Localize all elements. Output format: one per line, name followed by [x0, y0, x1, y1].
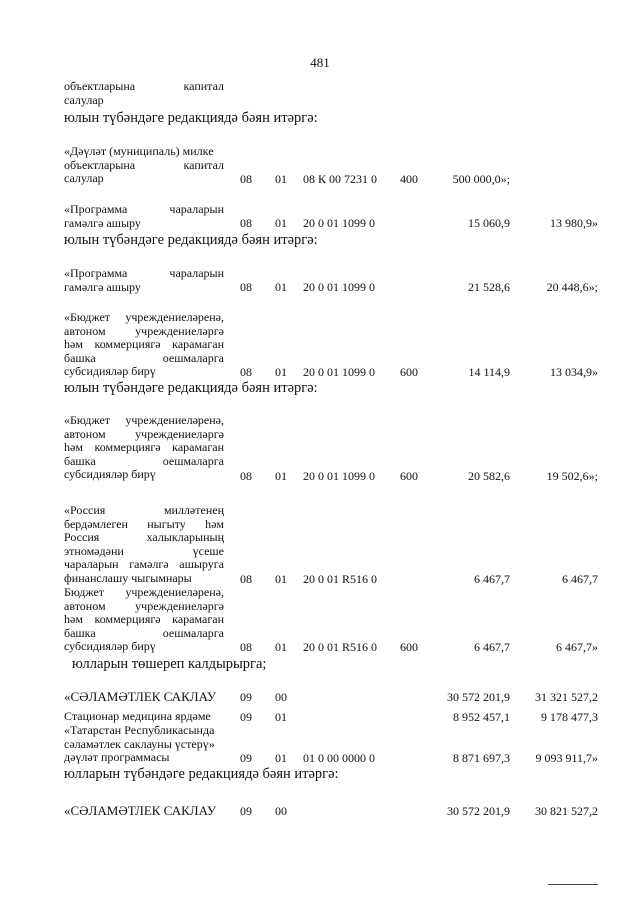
subsection-code: 01 [275, 469, 287, 483]
subsection-code: 01 [275, 365, 287, 379]
value-year-2: 6 467,7» [556, 640, 598, 654]
value-year-2: 30 821 527,2 [535, 804, 598, 818]
description-line: «Татарстан Республикасында [64, 723, 215, 737]
value-year-1: 6 467,7 [474, 572, 510, 586]
section-code: 08 [240, 216, 252, 230]
instruction-text: юлын түбәндәге редакциядә бәян итәргә: [64, 110, 318, 126]
row-description [64, 267, 224, 294]
expense-type: 400 [400, 172, 418, 186]
description-line: «Программа чараларын [64, 266, 224, 280]
subsection-code: 01 [275, 572, 287, 586]
subsection-code: 00 [275, 804, 287, 818]
row-description [64, 504, 224, 585]
description-line: автоном учреждениеләргә [64, 598, 224, 613]
row-description [64, 414, 224, 482]
description-line: гамәлгә ашыру [64, 279, 141, 294]
expense-type: 600 [400, 365, 418, 379]
target-code: 20 0 01 1099 0 [303, 469, 375, 483]
value-year-2: 6 467,7 [562, 572, 598, 586]
value-year-2: 9 178 477,3 [541, 710, 598, 724]
page-number: 481 [310, 55, 330, 70]
section-code: 08 [240, 280, 252, 294]
subsection-code: 00 [275, 690, 287, 704]
description-line: башка оешмаларга [64, 350, 224, 365]
value-year-1: 8 871 697,3 [453, 751, 510, 765]
row-description [64, 804, 244, 818]
description-line: һәм коммерциягә карамаган [64, 612, 224, 626]
row-description [64, 203, 224, 230]
value-year-2: 13 034,9» [550, 365, 598, 379]
instruction-text: юлларын төшереп калдырырга; [72, 656, 267, 672]
description-line: «Бюджет учреждениеләренә, [64, 310, 224, 324]
description-line: гамәлгә ашыру [64, 215, 141, 230]
value-year-1: 15 060,9 [468, 216, 510, 230]
section-code: 09 [240, 690, 252, 704]
expense-type: 600 [400, 469, 418, 483]
target-code: 20 0 01 R516 0 [303, 640, 378, 654]
description-line: этномәдәни үсеше [64, 543, 224, 558]
description-line: һәм коммерциягә карамаган [64, 337, 224, 351]
footer-rule [548, 884, 598, 885]
value-year-1: 14 114,9 [468, 365, 510, 379]
value-year-2: 9 093 911,7» [535, 751, 598, 765]
subsection-code: 01 [275, 216, 287, 230]
row-description [64, 710, 244, 724]
description-line: сәламәтлек саклауны үстерү» [64, 736, 215, 751]
row-description [64, 690, 244, 704]
description-line: финанслашу чыгымнары [64, 570, 192, 585]
instruction-text: юлын түбәндәге редакциядә бәян итәргә: [64, 380, 318, 396]
instruction-text: юлын түбәндәге редакциядә бәян итәргә: [64, 232, 318, 248]
description-line: «Дәүләт (муниципаль) милке [64, 144, 214, 158]
description-line: объектларына капитал [64, 157, 224, 172]
value-year-1: 20 582,6 [468, 469, 510, 483]
section-code: 09 [240, 804, 252, 818]
description-line: «Бюджет учреждениеләренә, [64, 413, 224, 427]
description-line: Стационар медицина ярдәме [64, 709, 211, 723]
description-line: бердәмлеген ныгыту һәм [64, 516, 224, 531]
value-year-2: 19 502,6»; [546, 469, 598, 483]
value-year-1: 30 572 201,9 [447, 804, 510, 818]
value-year-1: 30 572 201,9 [447, 690, 510, 704]
description-line: «СӘЛАМӘТЛЕК САКЛАУ [64, 689, 217, 704]
row-description [64, 586, 224, 654]
description-line: салулар [64, 171, 104, 185]
value-year-2: 20 448,6»; [546, 280, 598, 294]
row-description [64, 311, 224, 379]
description-line: һәм коммерциягә карамаган [64, 440, 224, 454]
description-line: Бюджет учреждениеләренә, [64, 585, 224, 599]
target-code: 20 0 01 1099 0 [303, 216, 375, 230]
target-code: 08 К 00 7231 0 [303, 172, 378, 186]
section-code: 08 [240, 172, 252, 186]
subsection-code: 01 [275, 640, 287, 654]
row-description [64, 724, 244, 765]
description-line: Россия халыкларының [64, 530, 224, 544]
subsection-code: 01 [275, 751, 287, 765]
target-code: 20 0 01 R516 0 [303, 572, 378, 586]
section-code: 08 [240, 469, 252, 483]
expense-type: 600 [400, 640, 418, 654]
description-line: субсидияләр бирү [64, 467, 156, 481]
description-line: «СӘЛАМӘТЛЕК САКЛАУ [64, 803, 217, 818]
description-line: автоном учреждениеләргә [64, 426, 224, 441]
description-line: субсидияләр бирү [64, 639, 156, 653]
description-line: субсидияләр бирү [64, 364, 156, 378]
value-year-1: 500 000,0»; [452, 172, 510, 186]
description-line: салулар [64, 92, 104, 107]
target-code: 20 0 01 1099 0 [303, 365, 375, 379]
value-year-1: 8 952 457,1 [453, 710, 510, 724]
section-code: 08 [240, 365, 252, 379]
description-line: чараларын гамәлгә ашыруга [64, 557, 224, 571]
section-code: 09 [240, 751, 252, 765]
description-line: объектларына капитал [64, 79, 224, 93]
section-code: 08 [240, 640, 252, 654]
section-code: 08 [240, 572, 252, 586]
value-year-2: 31 321 527,2 [535, 690, 598, 704]
description-line: автоном учреждениеләргә [64, 323, 224, 338]
row-description [64, 145, 224, 186]
target-code: 20 0 01 1099 0 [303, 280, 375, 294]
subsection-code: 01 [275, 280, 287, 294]
subsection-code: 01 [275, 710, 287, 724]
instruction-text: юлларын түбәндәге редакциядә бәян итәргә: [64, 766, 339, 782]
description-line: башка оешмаларга [64, 453, 224, 468]
row-description [64, 80, 224, 107]
description-line: башка оешмаларга [64, 625, 224, 640]
target-code: 01 0 00 0000 0 [303, 751, 375, 765]
value-year-1: 6 467,7 [474, 640, 510, 654]
value-year-2: 13 980,9» [550, 216, 598, 230]
description-line: «Программа чараларын [64, 202, 224, 216]
subsection-code: 01 [275, 172, 287, 186]
section-code: 09 [240, 710, 252, 724]
value-year-1: 21 528,6 [468, 280, 510, 294]
description-line: «Россия милләтенең [64, 503, 224, 517]
description-line: дәүләт программасы [64, 750, 170, 764]
